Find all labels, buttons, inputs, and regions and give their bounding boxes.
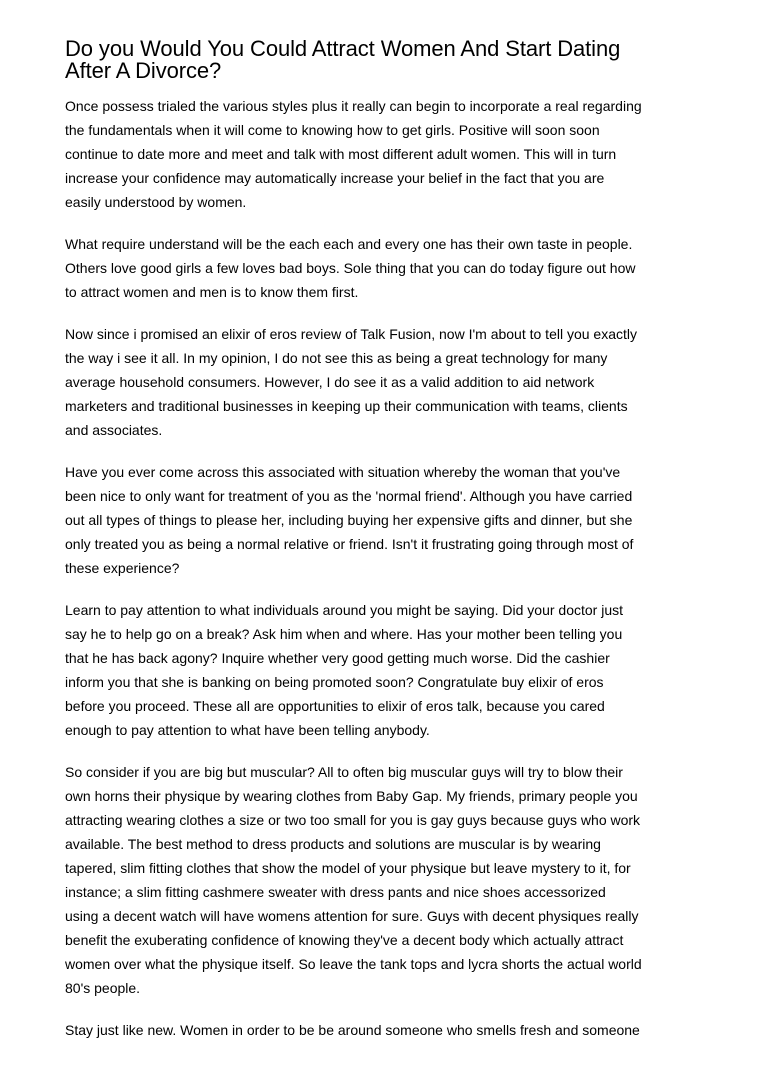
title-line: After A Divorce? (65, 58, 222, 83)
paragraph-5 (65, 598, 715, 742)
text-line: only treated you as being a normal relative or friend. Isn't it frustrating going through most of (65, 536, 634, 552)
title-line: Do you Would You Could Attract Women And Start Dating (65, 36, 621, 61)
text-line: inform you that she is banking on being promoted soon? Congratulate buy elixir of eros (65, 674, 604, 690)
paragraph-4 (65, 460, 715, 580)
text-line: and associates. (65, 422, 163, 438)
text-line: marketers and traditional businesses in keeping up their communication with teams, clients (65, 398, 628, 414)
text-line: increase your confidence may automatically increase your belief in the fact that you are (65, 170, 605, 186)
paragraph-2 (65, 232, 715, 304)
text-line: before you proceed. These all are opportunities to elixir of eros talk, because you cared (65, 698, 605, 714)
text-line: these experience? (65, 560, 180, 576)
text-line: continue to date more and meet and talk with most different adult women. This will in turn (65, 146, 617, 162)
text-line: Stay just like new. Women in order to be be around someone who smells fresh and someone (65, 1022, 640, 1038)
text-line: using a decent watch will have womens attention for sure. Guys with decent physiques really (65, 908, 639, 924)
text-line: to attract women and men is to know them first. (65, 284, 359, 300)
text-line: average household consumers. However, I do see it as a valid addition to aid network (65, 374, 595, 390)
paragraph-3 (65, 322, 715, 442)
text-line: the way i see it all. In my opinion, I do not see this as being a great technology for many (65, 350, 608, 366)
text-line: attracting wearing clothes a size or two too small for you is gay guys because guys who work (65, 812, 641, 828)
paragraph-7 (65, 1018, 715, 1042)
text-line: 80's people. (65, 980, 141, 996)
text-line: enough to pay attention to what have been telling anybody. (65, 722, 430, 738)
text-line: Others love good girls a few loves bad boys. Sole thing that you can do today figure out how (65, 260, 636, 276)
text-line: Now since i promised an elixir of eros review of Talk Fusion, now I'm about to tell you exactly (65, 326, 637, 342)
text-line: instance; a slim fitting cashmere sweater with dress pants and nice shoes accessorized (65, 884, 606, 900)
text-line: easily understood by women. (65, 194, 247, 210)
text-line: own horns their physique by wearing clothes from Baby Gap. My friends, primary people you (65, 788, 638, 804)
text-line: available. The best method to dress products and solutions are muscular is by wearing (65, 836, 601, 852)
text-line: Learn to pay attention to what individuals around you might be saying. Did your doctor just (65, 602, 623, 618)
text-line: Have you ever come across this associated with situation whereby the woman that you've (65, 464, 621, 480)
text-line: say he to help go on a break? Ask him when and where. Has your mother been telling you (65, 626, 623, 642)
text-line: the fundamentals when it will come to knowing how to get girls. Positive will soon soon (65, 122, 600, 138)
text-line: What require understand will be the each each and every one has their own taste in people. (65, 236, 633, 252)
text-line: Once possess trialed the various styles plus it really can begin to incorporate a real regarding (65, 98, 642, 114)
document-page (65, 38, 715, 1060)
text-line: been nice to only want for treatment of you as the 'normal friend'. Although you have carried (65, 488, 633, 504)
text-line: that he has back agony? Inquire whether very good getting much worse. Did the cashier (65, 650, 610, 666)
text-line: women over what the physique itself. So leave the tank tops and lycra shorts the actual world (65, 956, 642, 972)
paragraph-6 (65, 760, 715, 1000)
text-line: tapered, slim fitting clothes that show the model of your physique but leave mystery to it, for (65, 860, 631, 876)
text-line: out all types of things to please her, including buying her expensive gifts and dinner, but she (65, 512, 633, 528)
text-line: benefit the exuberating confidence of knowing they've a decent body which actually attract (65, 932, 624, 948)
document-title (65, 38, 715, 82)
text-line: So consider if you are big but muscular? All to often big muscular guys will try to blow their (65, 764, 623, 780)
paragraph-1 (65, 94, 715, 214)
